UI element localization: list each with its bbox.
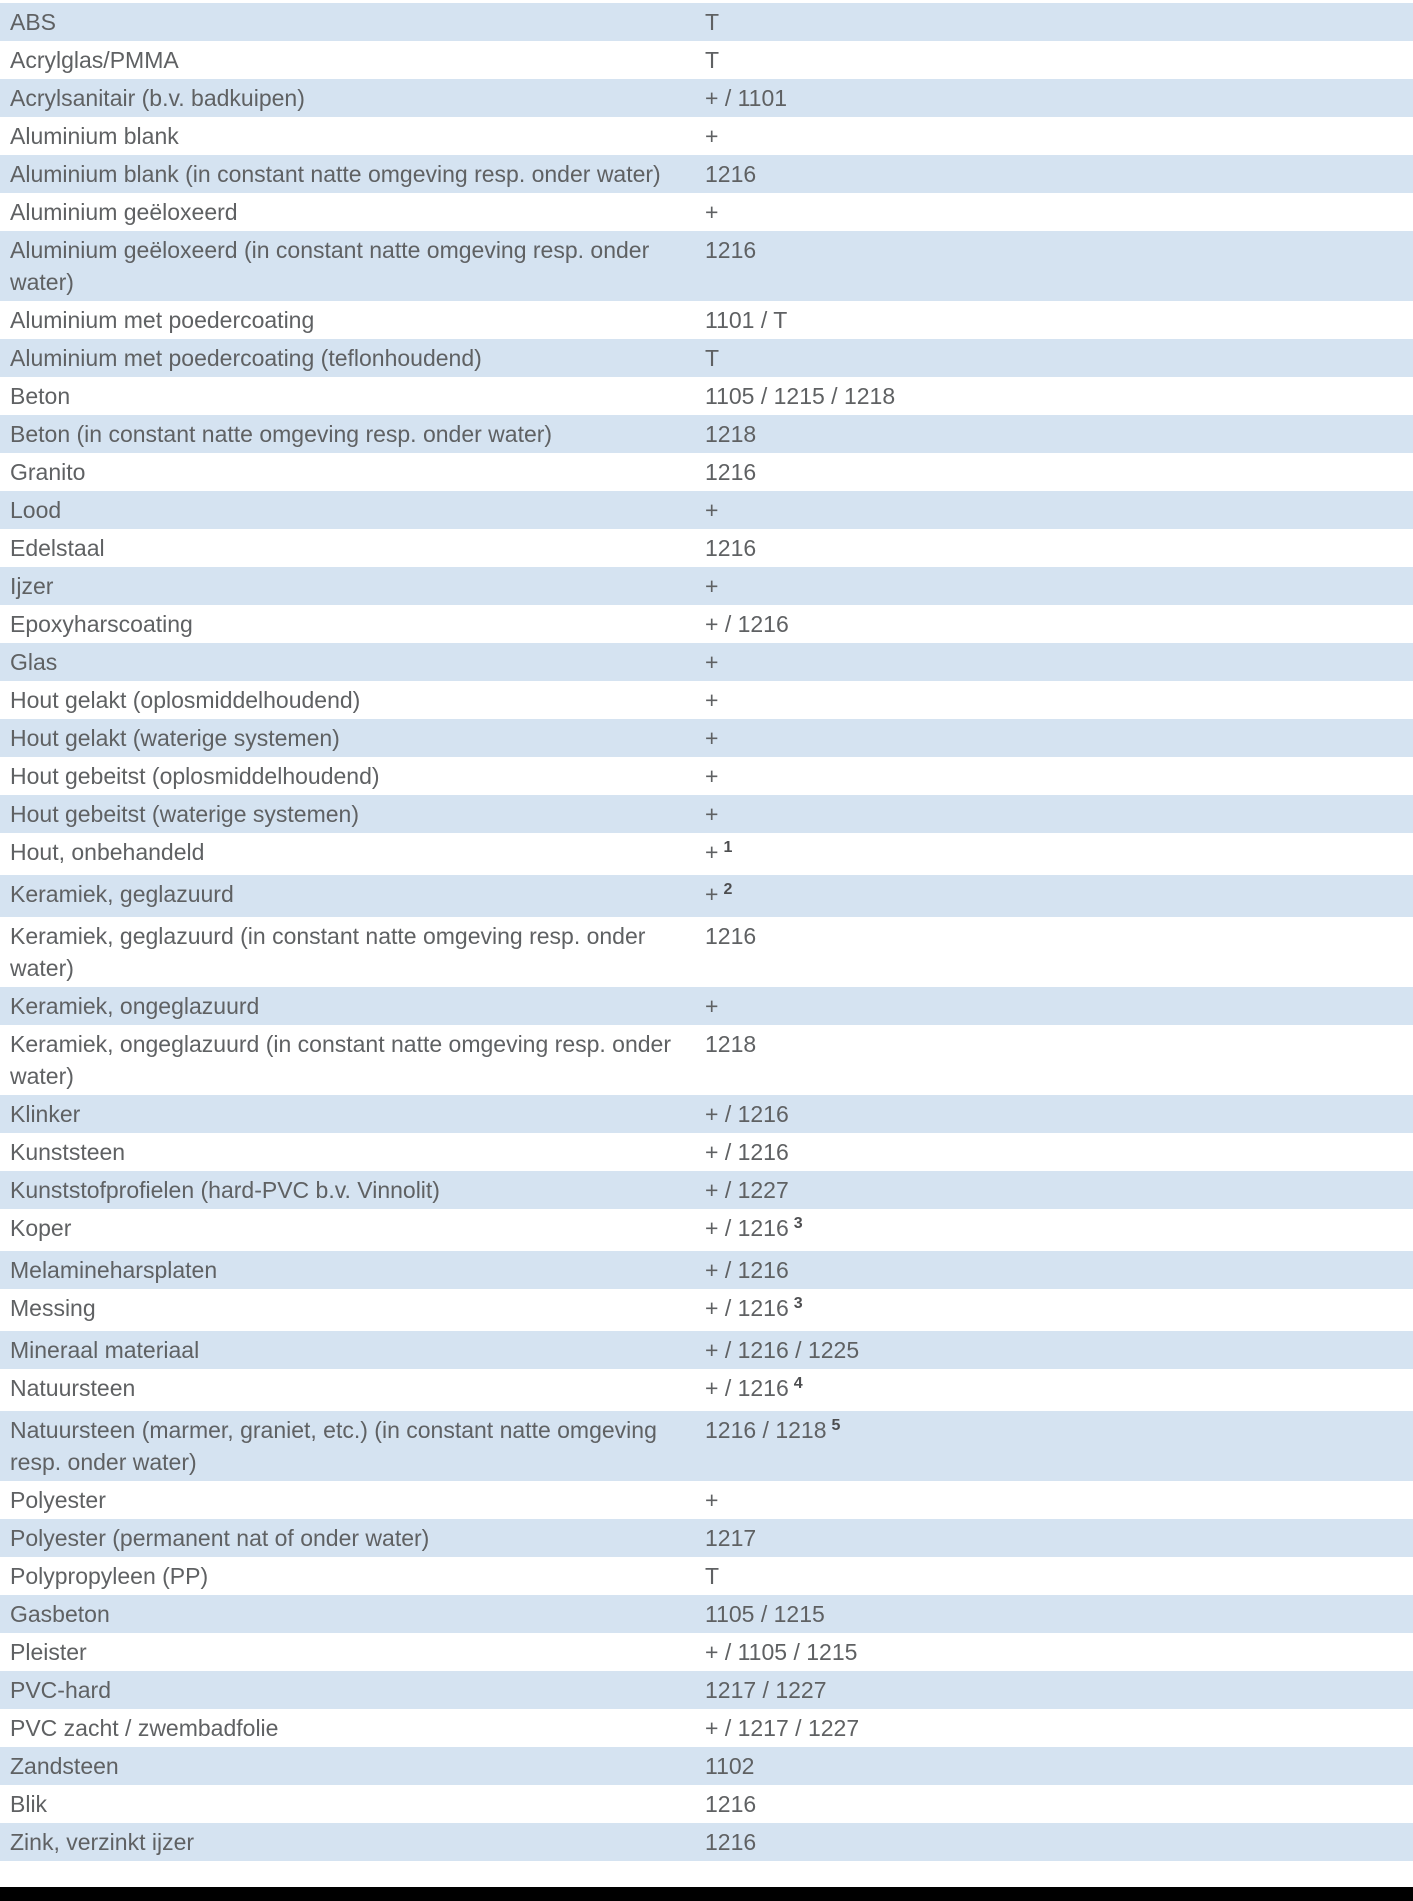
material-cell: Zandsteen [10, 1753, 119, 1779]
material-cell: Mineraal materiaal [10, 1337, 200, 1363]
value-text: + / 1216 [705, 1257, 789, 1283]
footnote-marker: 3 [793, 1215, 803, 1232]
table-row [0, 1823, 1413, 1861]
value-cell [705, 719, 1413, 757]
table-row [0, 1209, 1413, 1251]
table-row [0, 567, 1413, 605]
value-cell [705, 1095, 1413, 1133]
table-row [0, 377, 1413, 415]
material-cell: Melamineharsplaten [10, 1257, 218, 1283]
value-text: 1216 [705, 1791, 757, 1817]
material-cell: Kunststofprofielen (hard-PVC b.v. Vinnolit) [10, 1177, 440, 1203]
value-text: + / 1216 [705, 1375, 789, 1401]
material-cell: Keramiek, ongeglazuurd (in constant natte omgeving resp. onder water) [10, 1031, 672, 1089]
material-cell: Glas [10, 649, 58, 675]
value-cell [705, 1785, 1413, 1823]
table-row [0, 605, 1413, 643]
value-text: + / 1216 [705, 1295, 789, 1321]
material-cell: Epoxyharscoating [10, 611, 193, 637]
table-row [0, 1369, 1413, 1411]
value-cell [705, 1747, 1413, 1785]
value-text: T [705, 47, 720, 73]
value-text: 1218 [705, 421, 757, 447]
value-text: 1216 / 1218 [705, 1417, 827, 1443]
material-cell: Aluminium geëloxeerd [10, 199, 238, 225]
material-cell: Hout gelakt (waterige systemen) [10, 725, 340, 751]
value-text: 1217 [705, 1525, 757, 1551]
value-cell [705, 1289, 1413, 1331]
material-cell: Aluminium met poedercoating (teflonhoudend) [10, 345, 482, 371]
value-text: + / 1216 [705, 1139, 789, 1165]
value-cell [705, 567, 1413, 605]
value-cell [705, 1595, 1413, 1633]
value-cell [705, 339, 1413, 377]
table-row [0, 1633, 1413, 1671]
value-text: 1101 / T [705, 307, 788, 333]
value-text: 1218 [705, 1031, 757, 1057]
value-text: + / 1227 [705, 1177, 789, 1203]
material-cell: Pleister [10, 1639, 87, 1665]
value-cell [705, 79, 1413, 117]
table-row [0, 231, 1413, 301]
material-cell: Polyester [10, 1487, 106, 1513]
material-cell: Koper [10, 1215, 72, 1241]
value-cell [705, 41, 1413, 79]
value-text: + [705, 801, 719, 827]
material-cell: Messing [10, 1295, 96, 1321]
value-cell [705, 795, 1413, 833]
value-text: + / 1216 [705, 1101, 789, 1127]
table-row [0, 917, 1413, 987]
value-text: + [705, 123, 719, 149]
value-text: + / 1217 / 1227 [705, 1715, 860, 1741]
material-cell: Edelstaal [10, 535, 105, 561]
value-cell [705, 1133, 1413, 1171]
table-row [0, 1519, 1413, 1557]
value-cell [705, 1709, 1413, 1747]
value-text: + / 1216 [705, 611, 789, 637]
value-text: 1105 / 1215 / 1218 [705, 383, 896, 409]
value-cell [705, 415, 1413, 453]
value-text: T [705, 9, 720, 35]
material-cell: Zink, verzinkt ijzer [10, 1829, 195, 1855]
value-cell [705, 231, 1413, 269]
value-text: + [705, 839, 719, 865]
table-row [0, 155, 1413, 193]
bottom-black-bar [0, 1887, 1413, 1901]
table-row [0, 1331, 1413, 1369]
table-row [0, 1671, 1413, 1709]
table-row [0, 1171, 1413, 1209]
material-cell: Keramiek, geglazuurd (in constant natte omgeving resp. onder water) [10, 923, 646, 981]
value-text: 1105 / 1215 [705, 1601, 825, 1627]
material-cell: Granito [10, 459, 86, 485]
table-row [0, 643, 1413, 681]
value-text: T [705, 1563, 720, 1589]
material-cell: Polyester (permanent nat of onder water) [10, 1525, 430, 1551]
footnote-marker: 5 [831, 1417, 841, 1434]
footnote-marker: 1 [723, 839, 733, 856]
value-cell [705, 875, 1413, 917]
value-cell [705, 1671, 1413, 1709]
value-text: + [705, 1487, 719, 1513]
value-cell [705, 1557, 1413, 1595]
footnote-marker: 2 [723, 881, 733, 898]
value-cell [705, 1331, 1413, 1369]
table-row [0, 339, 1413, 377]
value-text: + [705, 763, 719, 789]
table-row [0, 1289, 1413, 1331]
value-text: 1102 [705, 1753, 755, 1779]
value-cell [705, 1209, 1413, 1251]
value-cell [705, 1251, 1413, 1289]
material-cell: Keramiek, geglazuurd [10, 881, 234, 907]
material-cell: Keramiek, ongeglazuurd [10, 993, 260, 1019]
value-cell [705, 1411, 1413, 1453]
material-cell: PVC-hard [10, 1677, 111, 1703]
value-text: 1216 [705, 161, 757, 187]
material-cell: Hout gelakt (oplosmiddelhoudend) [10, 687, 361, 713]
material-cell: Klinker [10, 1101, 81, 1127]
value-cell [705, 681, 1413, 719]
material-cell: Beton [10, 383, 71, 409]
value-cell [705, 833, 1413, 875]
table-row [0, 1709, 1413, 1747]
value-cell [705, 155, 1413, 193]
value-cell [705, 1519, 1413, 1557]
material-cell: ABS [10, 9, 57, 35]
value-cell [705, 491, 1413, 529]
table-row [0, 1095, 1413, 1133]
material-cell: PVC zacht / zwembadfolie [10, 1715, 279, 1741]
value-text: + / 1101 [705, 85, 788, 111]
value-text: + [705, 199, 719, 225]
value-text: T [705, 345, 720, 371]
table-row [0, 719, 1413, 757]
value-cell [705, 301, 1413, 339]
value-text: + / 1105 / 1215 [705, 1639, 858, 1665]
table-row [0, 833, 1413, 875]
value-text: 1217 / 1227 [705, 1677, 827, 1703]
table-row [0, 491, 1413, 529]
material-cell: Ijzer [10, 573, 54, 599]
value-cell [705, 529, 1413, 567]
value-cell [705, 643, 1413, 681]
material-cell: Acrylsanitair (b.v. badkuipen) [10, 85, 305, 111]
table-row [0, 1481, 1413, 1519]
table-row [0, 301, 1413, 339]
footnote-marker: 3 [793, 1295, 803, 1312]
table-row [0, 1251, 1413, 1289]
table-row [0, 3, 1413, 41]
table-row [0, 681, 1413, 719]
value-text: + [705, 725, 719, 751]
table-row [0, 453, 1413, 491]
value-cell [705, 117, 1413, 155]
value-cell [705, 453, 1413, 491]
material-cell: Gasbeton [10, 1601, 110, 1627]
material-cell: Natuursteen (marmer, graniet, etc.) (in constant natte omgeving resp. onder water) [10, 1417, 657, 1475]
value-cell [705, 1171, 1413, 1209]
material-cell: Acrylglas/PMMA [10, 47, 179, 73]
value-text: 1216 [705, 535, 757, 561]
value-cell [705, 1633, 1413, 1671]
value-cell [705, 193, 1413, 231]
material-cell: Hout gebeitst (oplosmiddelhoudend) [10, 763, 380, 789]
value-cell [705, 917, 1413, 955]
table-row [0, 117, 1413, 155]
value-text: + / 1216 / 1225 [705, 1337, 860, 1363]
value-cell [705, 3, 1413, 41]
table-row [0, 875, 1413, 917]
material-cell: Blik [10, 1791, 48, 1817]
value-cell [705, 377, 1413, 415]
value-cell [705, 1369, 1413, 1411]
value-text: + [705, 993, 719, 1019]
table-row [0, 1411, 1413, 1481]
material-cell: Hout gebeitst (waterige systemen) [10, 801, 359, 827]
table-row [0, 1557, 1413, 1595]
table-row [0, 795, 1413, 833]
value-text: 1216 [705, 923, 757, 949]
table-row [0, 193, 1413, 231]
material-cell: Hout, onbehandeld [10, 839, 205, 865]
value-text: + [705, 497, 719, 523]
footnote-marker: 4 [793, 1375, 803, 1392]
value-cell [705, 1823, 1413, 1861]
table-row [0, 41, 1413, 79]
material-cell: Natuursteen [10, 1375, 136, 1401]
material-cell: Aluminium geëloxeerd (in constant natte omgeving resp. onder water) [10, 237, 650, 295]
value-text: 1216 [705, 459, 757, 485]
material-cell: Lood [10, 497, 62, 523]
value-text: + [705, 649, 719, 675]
value-cell [705, 605, 1413, 643]
table-row [0, 757, 1413, 795]
material-cell: Aluminium met poedercoating [10, 307, 315, 333]
material-cell: Aluminium blank [10, 123, 179, 149]
table-row [0, 529, 1413, 567]
table-row [0, 1747, 1413, 1785]
table-row [0, 987, 1413, 1025]
value-cell [705, 1481, 1413, 1519]
value-cell [705, 757, 1413, 795]
table-row [0, 1785, 1413, 1823]
table-row [0, 1025, 1413, 1095]
table-row [0, 1595, 1413, 1633]
table-row [0, 79, 1413, 117]
material-cell: Aluminium blank (in constant natte omgeving resp. onder water) [10, 161, 661, 187]
table-row [0, 415, 1413, 453]
table-row [0, 1133, 1413, 1171]
material-cell: Kunststeen [10, 1139, 126, 1165]
value-text: 1216 [705, 1829, 757, 1855]
value-text: + [705, 881, 719, 907]
value-text: + [705, 573, 719, 599]
material-cell: Polypropyleen (PP) [10, 1563, 209, 1589]
value-text: + / 1216 [705, 1215, 789, 1241]
value-cell [705, 1025, 1413, 1063]
value-text: 1216 [705, 237, 757, 263]
material-cell: Beton (in constant natte omgeving resp. onder water) [10, 421, 553, 447]
value-text: + [705, 687, 719, 713]
value-cell [705, 987, 1413, 1025]
